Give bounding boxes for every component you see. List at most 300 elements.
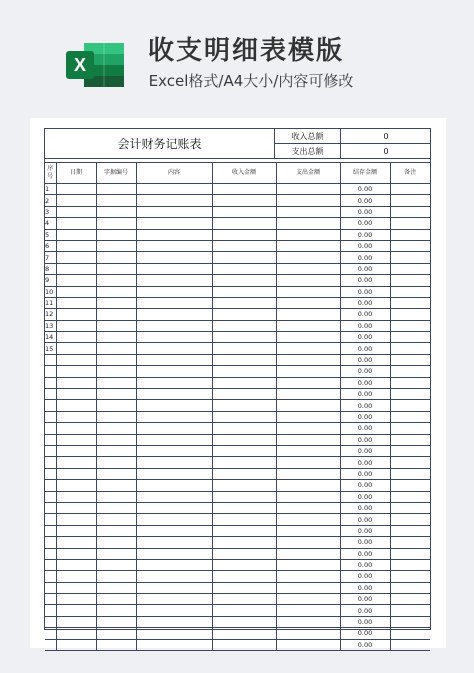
cell-content[interactable] xyxy=(136,411,212,422)
cell-income[interactable] xyxy=(212,525,276,536)
cell-voucher[interactable] xyxy=(96,286,136,297)
cell-balance[interactable]: 0.00 xyxy=(340,571,390,582)
cell-note[interactable] xyxy=(390,400,430,411)
cell-content[interactable] xyxy=(136,206,212,217)
cell-seq[interactable]: 1 xyxy=(45,184,56,195)
cell-seq[interactable]: 10 xyxy=(45,286,56,297)
cell-expense[interactable] xyxy=(276,252,340,263)
cell-content[interactable] xyxy=(136,377,212,388)
cell-note[interactable] xyxy=(390,320,430,331)
cell-seq[interactable] xyxy=(45,457,56,468)
cell-date[interactable] xyxy=(56,366,96,377)
cell-note[interactable] xyxy=(390,548,430,559)
income-total-value[interactable]: 0 xyxy=(383,132,389,141)
cell-income[interactable] xyxy=(212,594,276,605)
cell-expense[interactable] xyxy=(276,628,340,639)
cell-seq[interactable] xyxy=(45,389,56,400)
cell-date[interactable] xyxy=(56,320,96,331)
cell-voucher[interactable] xyxy=(96,445,136,456)
cell-expense[interactable] xyxy=(276,377,340,388)
cell-expense[interactable] xyxy=(276,309,340,320)
cell-expense[interactable] xyxy=(276,297,340,308)
cell-income[interactable] xyxy=(212,218,276,229)
cell-balance[interactable]: 0.00 xyxy=(340,309,390,320)
cell-note[interactable] xyxy=(390,297,430,308)
cell-date[interactable] xyxy=(56,628,96,639)
cell-expense[interactable] xyxy=(276,468,340,479)
cell-date[interactable] xyxy=(56,332,96,343)
cell-balance[interactable]: 0.00 xyxy=(340,286,390,297)
cell-seq[interactable]: 2 xyxy=(45,195,56,206)
cell-seq[interactable] xyxy=(45,354,56,365)
cell-income[interactable] xyxy=(212,297,276,308)
cell-expense[interactable] xyxy=(276,229,340,240)
cell-income[interactable] xyxy=(212,332,276,343)
cell-expense[interactable] xyxy=(276,502,340,513)
cell-date[interactable] xyxy=(56,639,96,650)
cell-expense[interactable] xyxy=(276,332,340,343)
cell-seq[interactable] xyxy=(45,616,56,627)
cell-voucher[interactable] xyxy=(96,389,136,400)
cell-expense[interactable] xyxy=(276,218,340,229)
cell-voucher[interactable] xyxy=(96,605,136,616)
cell-voucher[interactable] xyxy=(96,457,136,468)
cell-expense[interactable] xyxy=(276,275,340,286)
cell-content[interactable] xyxy=(136,594,212,605)
cell-seq[interactable] xyxy=(45,582,56,593)
cell-note[interactable] xyxy=(390,309,430,320)
cell-expense[interactable] xyxy=(276,457,340,468)
cell-voucher[interactable] xyxy=(96,275,136,286)
cell-income[interactable] xyxy=(212,411,276,422)
cell-note[interactable] xyxy=(390,628,430,639)
cell-content[interactable] xyxy=(136,514,212,525)
cell-voucher[interactable] xyxy=(96,309,136,320)
cell-note[interactable] xyxy=(390,343,430,354)
cell-balance[interactable]: 0.00 xyxy=(340,445,390,456)
cell-balance[interactable]: 0.00 xyxy=(340,206,390,217)
cell-date[interactable] xyxy=(56,218,96,229)
cell-voucher[interactable] xyxy=(96,537,136,548)
cell-voucher[interactable] xyxy=(96,320,136,331)
cell-seq[interactable] xyxy=(45,480,56,491)
cell-date[interactable] xyxy=(56,571,96,582)
cell-income[interactable] xyxy=(212,639,276,650)
cell-date[interactable] xyxy=(56,309,96,320)
cell-date[interactable] xyxy=(56,548,96,559)
cell-balance[interactable]: 0.00 xyxy=(340,628,390,639)
cell-income[interactable] xyxy=(212,195,276,206)
cell-note[interactable] xyxy=(390,377,430,388)
cell-note[interactable] xyxy=(390,366,430,377)
cell-note[interactable] xyxy=(390,605,430,616)
cell-expense[interactable] xyxy=(276,445,340,456)
cell-expense[interactable] xyxy=(276,594,340,605)
cell-note[interactable] xyxy=(390,639,430,650)
cell-expense[interactable] xyxy=(276,491,340,502)
cell-balance[interactable]: 0.00 xyxy=(340,240,390,251)
cell-content[interactable] xyxy=(136,275,212,286)
cell-seq[interactable]: 5 xyxy=(45,229,56,240)
cell-content[interactable] xyxy=(136,354,212,365)
cell-date[interactable] xyxy=(56,502,96,513)
cell-expense[interactable] xyxy=(276,548,340,559)
cell-expense[interactable] xyxy=(276,400,340,411)
cell-voucher[interactable] xyxy=(96,639,136,650)
cell-voucher[interactable] xyxy=(96,297,136,308)
cell-content[interactable] xyxy=(136,389,212,400)
cell-date[interactable] xyxy=(56,423,96,434)
cell-income[interactable] xyxy=(212,252,276,263)
cell-seq[interactable]: 13 xyxy=(45,320,56,331)
cell-income[interactable] xyxy=(212,616,276,627)
cell-balance[interactable]: 0.00 xyxy=(340,297,390,308)
cell-content[interactable] xyxy=(136,582,212,593)
cell-voucher[interactable] xyxy=(96,184,136,195)
cell-voucher[interactable] xyxy=(96,491,136,502)
cell-voucher[interactable] xyxy=(96,434,136,445)
cell-expense[interactable] xyxy=(276,434,340,445)
cell-voucher[interactable] xyxy=(96,240,136,251)
cell-income[interactable] xyxy=(212,434,276,445)
cell-content[interactable] xyxy=(136,559,212,570)
cell-note[interactable] xyxy=(390,582,430,593)
cell-balance[interactable]: 0.00 xyxy=(340,332,390,343)
cell-content[interactable] xyxy=(136,616,212,627)
cell-content[interactable] xyxy=(136,605,212,616)
cell-seq[interactable] xyxy=(45,491,56,502)
cell-note[interactable] xyxy=(390,445,430,456)
cell-seq[interactable] xyxy=(45,514,56,525)
cell-seq[interactable] xyxy=(45,445,56,456)
cell-note[interactable] xyxy=(390,457,430,468)
cell-income[interactable] xyxy=(212,309,276,320)
cell-income[interactable] xyxy=(212,377,276,388)
cell-seq[interactable]: 12 xyxy=(45,309,56,320)
cell-voucher[interactable] xyxy=(96,468,136,479)
cell-balance[interactable]: 0.00 xyxy=(340,559,390,570)
cell-content[interactable] xyxy=(136,343,212,354)
cell-expense[interactable] xyxy=(276,320,340,331)
cell-balance[interactable]: 0.00 xyxy=(340,468,390,479)
cell-content[interactable] xyxy=(136,184,212,195)
cell-income[interactable] xyxy=(212,548,276,559)
cell-balance[interactable]: 0.00 xyxy=(340,502,390,513)
cell-income[interactable] xyxy=(212,582,276,593)
cell-income[interactable] xyxy=(212,229,276,240)
cell-balance[interactable]: 0.00 xyxy=(340,229,390,240)
cell-date[interactable] xyxy=(56,343,96,354)
cell-voucher[interactable] xyxy=(96,206,136,217)
cell-note[interactable] xyxy=(390,354,430,365)
cell-income[interactable] xyxy=(212,457,276,468)
cell-seq[interactable] xyxy=(45,434,56,445)
cell-date[interactable] xyxy=(56,445,96,456)
cell-seq[interactable]: 9 xyxy=(45,275,56,286)
cell-date[interactable] xyxy=(56,514,96,525)
cell-content[interactable] xyxy=(136,229,212,240)
cell-note[interactable] xyxy=(390,514,430,525)
cell-income[interactable] xyxy=(212,445,276,456)
cell-content[interactable] xyxy=(136,480,212,491)
cell-expense[interactable] xyxy=(276,343,340,354)
cell-date[interactable] xyxy=(56,411,96,422)
cell-note[interactable] xyxy=(390,480,430,491)
cell-expense[interactable] xyxy=(276,605,340,616)
cell-voucher[interactable] xyxy=(96,377,136,388)
cell-expense[interactable] xyxy=(276,616,340,627)
cell-balance[interactable]: 0.00 xyxy=(340,594,390,605)
cell-seq[interactable] xyxy=(45,502,56,513)
cell-income[interactable] xyxy=(212,605,276,616)
cell-content[interactable] xyxy=(136,628,212,639)
cell-voucher[interactable] xyxy=(96,582,136,593)
cell-balance[interactable]: 0.00 xyxy=(340,605,390,616)
cell-note[interactable] xyxy=(390,229,430,240)
cell-date[interactable] xyxy=(56,480,96,491)
cell-note[interactable] xyxy=(390,263,430,274)
cell-voucher[interactable] xyxy=(96,594,136,605)
cell-voucher[interactable] xyxy=(96,628,136,639)
cell-balance[interactable]: 0.00 xyxy=(340,525,390,536)
cell-seq[interactable] xyxy=(45,639,56,650)
cell-voucher[interactable] xyxy=(96,480,136,491)
cell-seq[interactable]: 14 xyxy=(45,332,56,343)
cell-voucher[interactable] xyxy=(96,366,136,377)
cell-date[interactable] xyxy=(56,263,96,274)
cell-date[interactable] xyxy=(56,594,96,605)
cell-note[interactable] xyxy=(390,491,430,502)
cell-income[interactable] xyxy=(212,206,276,217)
cell-content[interactable] xyxy=(136,263,212,274)
cell-balance[interactable]: 0.00 xyxy=(340,616,390,627)
cell-note[interactable] xyxy=(390,240,430,251)
cell-expense[interactable] xyxy=(276,571,340,582)
cell-balance[interactable]: 0.00 xyxy=(340,195,390,206)
cell-seq[interactable]: 4 xyxy=(45,218,56,229)
cell-date[interactable] xyxy=(56,434,96,445)
cell-date[interactable] xyxy=(56,184,96,195)
cell-note[interactable] xyxy=(390,252,430,263)
cell-expense[interactable] xyxy=(276,559,340,570)
cell-content[interactable] xyxy=(136,252,212,263)
cell-income[interactable] xyxy=(212,240,276,251)
cell-date[interactable] xyxy=(56,389,96,400)
cell-balance[interactable]: 0.00 xyxy=(340,366,390,377)
cell-voucher[interactable] xyxy=(96,514,136,525)
cell-expense[interactable] xyxy=(276,263,340,274)
cell-income[interactable] xyxy=(212,263,276,274)
cell-note[interactable] xyxy=(390,434,430,445)
cell-content[interactable] xyxy=(136,400,212,411)
cell-balance[interactable]: 0.00 xyxy=(340,354,390,365)
cell-expense[interactable] xyxy=(276,525,340,536)
cell-voucher[interactable] xyxy=(96,332,136,343)
cell-note[interactable] xyxy=(390,423,430,434)
cell-date[interactable] xyxy=(56,354,96,365)
cell-balance[interactable]: 0.00 xyxy=(340,548,390,559)
cell-balance[interactable]: 0.00 xyxy=(340,184,390,195)
cell-income[interactable] xyxy=(212,628,276,639)
cell-expense[interactable] xyxy=(276,366,340,377)
cell-note[interactable] xyxy=(390,571,430,582)
cell-content[interactable] xyxy=(136,332,212,343)
cell-seq[interactable] xyxy=(45,628,56,639)
cell-content[interactable] xyxy=(136,445,212,456)
cell-seq[interactable]: 6 xyxy=(45,240,56,251)
cell-expense[interactable] xyxy=(276,411,340,422)
cell-expense[interactable] xyxy=(276,389,340,400)
cell-note[interactable] xyxy=(390,286,430,297)
cell-seq[interactable]: 7 xyxy=(45,252,56,263)
cell-content[interactable] xyxy=(136,571,212,582)
cell-note[interactable] xyxy=(390,195,430,206)
cell-seq[interactable] xyxy=(45,537,56,548)
cell-voucher[interactable] xyxy=(96,548,136,559)
cell-seq[interactable] xyxy=(45,571,56,582)
cell-income[interactable] xyxy=(212,571,276,582)
cell-balance[interactable]: 0.00 xyxy=(340,537,390,548)
cell-date[interactable] xyxy=(56,525,96,536)
cell-voucher[interactable] xyxy=(96,263,136,274)
cell-date[interactable] xyxy=(56,195,96,206)
cell-voucher[interactable] xyxy=(96,218,136,229)
cell-date[interactable] xyxy=(56,582,96,593)
cell-date[interactable] xyxy=(56,537,96,548)
cell-income[interactable] xyxy=(212,320,276,331)
cell-content[interactable] xyxy=(136,457,212,468)
cell-expense[interactable] xyxy=(276,639,340,650)
cell-balance[interactable]: 0.00 xyxy=(340,400,390,411)
cell-note[interactable] xyxy=(390,218,430,229)
cell-note[interactable] xyxy=(390,525,430,536)
cell-date[interactable] xyxy=(56,252,96,263)
cell-note[interactable] xyxy=(390,502,430,513)
cell-voucher[interactable] xyxy=(96,559,136,570)
cell-seq[interactable] xyxy=(45,411,56,422)
cell-voucher[interactable] xyxy=(96,502,136,513)
cell-expense[interactable] xyxy=(276,195,340,206)
cell-income[interactable] xyxy=(212,491,276,502)
cell-content[interactable] xyxy=(136,548,212,559)
cell-balance[interactable]: 0.00 xyxy=(340,320,390,331)
cell-income[interactable] xyxy=(212,366,276,377)
cell-balance[interactable]: 0.00 xyxy=(340,263,390,274)
cell-date[interactable] xyxy=(56,605,96,616)
cell-voucher[interactable] xyxy=(96,354,136,365)
cell-expense[interactable] xyxy=(276,286,340,297)
cell-balance[interactable]: 0.00 xyxy=(340,343,390,354)
cell-seq[interactable] xyxy=(45,525,56,536)
cell-voucher[interactable] xyxy=(96,229,136,240)
cell-note[interactable] xyxy=(390,559,430,570)
cell-content[interactable] xyxy=(136,434,212,445)
cell-content[interactable] xyxy=(136,423,212,434)
cell-income[interactable] xyxy=(212,423,276,434)
cell-balance[interactable]: 0.00 xyxy=(340,514,390,525)
cell-balance[interactable]: 0.00 xyxy=(340,582,390,593)
cell-voucher[interactable] xyxy=(96,411,136,422)
cell-date[interactable] xyxy=(56,377,96,388)
cell-balance[interactable]: 0.00 xyxy=(340,218,390,229)
cell-note[interactable] xyxy=(390,389,430,400)
cell-voucher[interactable] xyxy=(96,400,136,411)
cell-content[interactable] xyxy=(136,366,212,377)
cell-note[interactable] xyxy=(390,275,430,286)
cell-expense[interactable] xyxy=(276,240,340,251)
cell-income[interactable] xyxy=(212,275,276,286)
cell-voucher[interactable] xyxy=(96,525,136,536)
cell-date[interactable] xyxy=(56,559,96,570)
cell-content[interactable] xyxy=(136,240,212,251)
cell-date[interactable] xyxy=(56,457,96,468)
cell-seq[interactable] xyxy=(45,559,56,570)
cell-seq[interactable] xyxy=(45,366,56,377)
cell-income[interactable] xyxy=(212,389,276,400)
cell-income[interactable] xyxy=(212,514,276,525)
cell-balance[interactable]: 0.00 xyxy=(340,389,390,400)
cell-date[interactable] xyxy=(56,297,96,308)
cell-seq[interactable]: 15 xyxy=(45,343,56,354)
cell-content[interactable] xyxy=(136,502,212,513)
cell-income[interactable] xyxy=(212,559,276,570)
cell-note[interactable] xyxy=(390,184,430,195)
cell-content[interactable] xyxy=(136,537,212,548)
cell-seq[interactable]: 8 xyxy=(45,263,56,274)
cell-seq[interactable] xyxy=(45,400,56,411)
cell-income[interactable] xyxy=(212,354,276,365)
cell-seq[interactable] xyxy=(45,605,56,616)
cell-date[interactable] xyxy=(56,616,96,627)
cell-seq[interactable] xyxy=(45,548,56,559)
cell-seq[interactable] xyxy=(45,468,56,479)
cell-voucher[interactable] xyxy=(96,252,136,263)
cell-income[interactable] xyxy=(212,468,276,479)
cell-expense[interactable] xyxy=(276,354,340,365)
cell-balance[interactable]: 0.00 xyxy=(340,639,390,650)
cell-voucher[interactable] xyxy=(96,343,136,354)
cell-content[interactable] xyxy=(136,309,212,320)
cell-balance[interactable]: 0.00 xyxy=(340,377,390,388)
cell-voucher[interactable] xyxy=(96,195,136,206)
cell-voucher[interactable] xyxy=(96,616,136,627)
cell-income[interactable] xyxy=(212,480,276,491)
cell-seq[interactable]: 11 xyxy=(45,297,56,308)
cell-balance[interactable]: 0.00 xyxy=(340,491,390,502)
cell-note[interactable] xyxy=(390,537,430,548)
cell-date[interactable] xyxy=(56,206,96,217)
cell-seq[interactable]: 3 xyxy=(45,206,56,217)
cell-voucher[interactable] xyxy=(96,423,136,434)
cell-income[interactable] xyxy=(212,286,276,297)
cell-seq[interactable] xyxy=(45,423,56,434)
cell-content[interactable] xyxy=(136,525,212,536)
cell-note[interactable] xyxy=(390,206,430,217)
cell-content[interactable] xyxy=(136,195,212,206)
cell-balance[interactable]: 0.00 xyxy=(340,434,390,445)
cell-note[interactable] xyxy=(390,468,430,479)
cell-note[interactable] xyxy=(390,594,430,605)
cell-content[interactable] xyxy=(136,491,212,502)
cell-content[interactable] xyxy=(136,286,212,297)
cell-balance[interactable]: 0.00 xyxy=(340,275,390,286)
cell-income[interactable] xyxy=(212,502,276,513)
cell-income[interactable] xyxy=(212,537,276,548)
cell-expense[interactable] xyxy=(276,537,340,548)
cell-balance[interactable]: 0.00 xyxy=(340,480,390,491)
cell-content[interactable] xyxy=(136,297,212,308)
cell-income[interactable] xyxy=(212,184,276,195)
